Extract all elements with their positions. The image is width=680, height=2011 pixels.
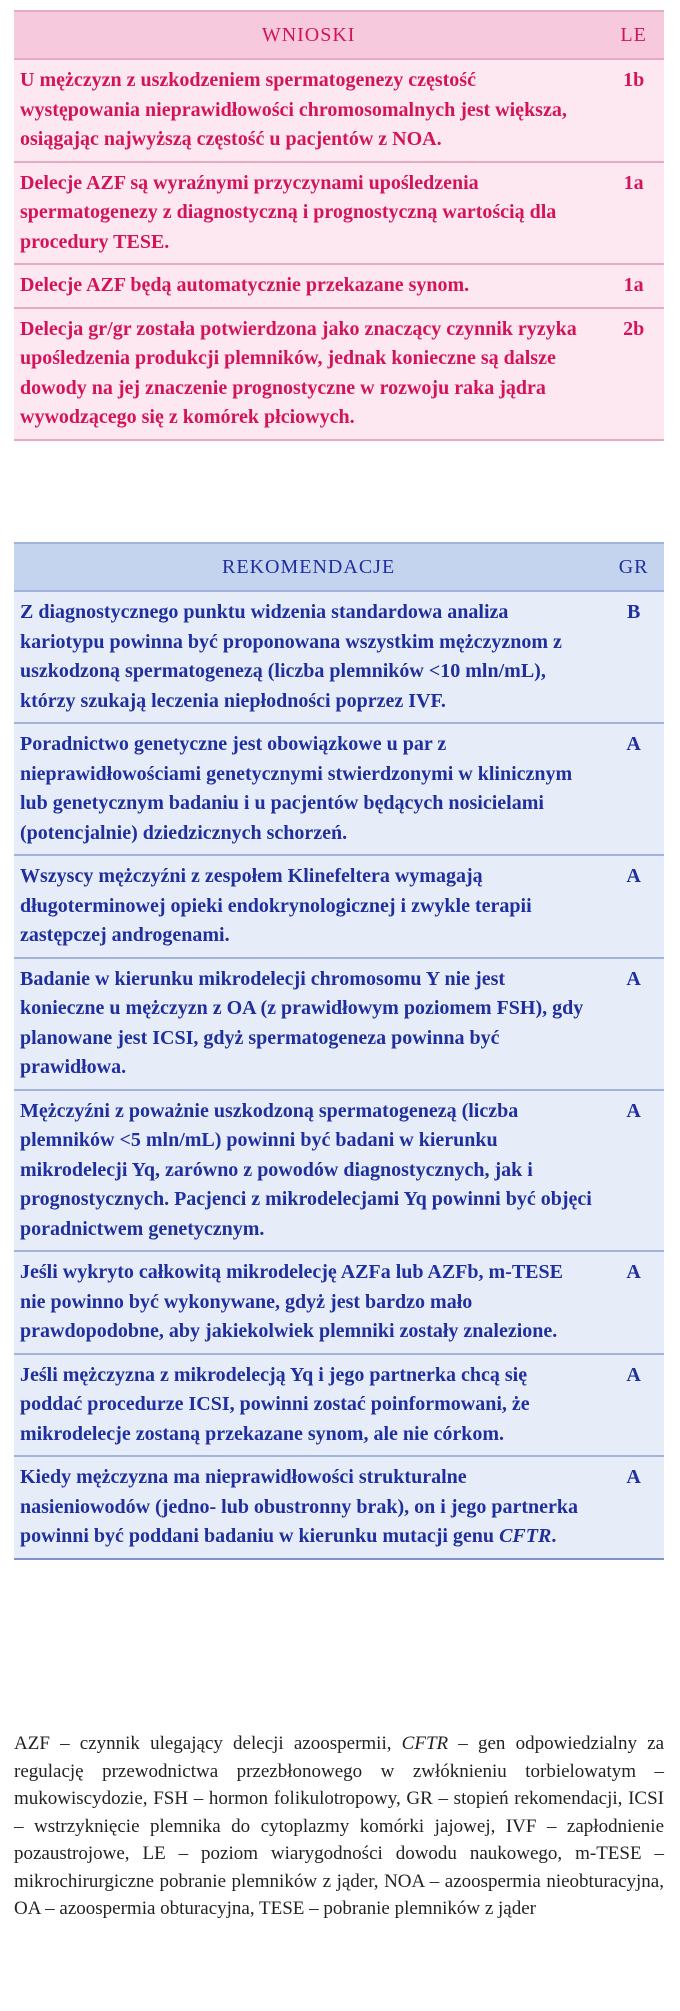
abbreviations-footnote [14, 1730, 664, 1923]
recommendation-grade: A [603, 958, 664, 1090]
recommendations-header [14, 543, 664, 591]
recommendation-row [14, 723, 664, 855]
conclusion-text: Delecje AZF będą automatycznie przekazane synom. [14, 264, 603, 308]
recommendation-row [14, 591, 664, 723]
conclusions-title: WNIOSKI [14, 11, 603, 59]
recommendation-text-part: Kiedy mężczyzna ma nieprawidłowości strukturalne nasieniowodów (jedno- lub obustronny brak), on i jego partnerka powinni być poddani badaniu w kierunku mutacji genu [20, 1466, 579, 1547]
recommendation-text: Jeśli mężczyzna z mikrodelecją Yq i jego partnerka chcą się poddać procedurze ICSI, powinni zostać poinformowani, że mikrodelecje zostaną przekazane synom, ale nie córkom. [14, 1354, 603, 1457]
recommendation-text: Badanie w kierunku mikrodelecji chromosomu Y nie jest konieczne u mężczyzn z OA (z prawidłowym poziomem FSH), gdy planowane jest ICSI, gdyż spermatogeneza powinna być prawidłowa. [14, 958, 603, 1090]
conclusion-row [14, 162, 664, 265]
conclusion-row [14, 308, 664, 440]
conclusions-header [14, 11, 664, 59]
recommendations-table [14, 542, 664, 1560]
recommendation-grade: A [603, 1251, 664, 1354]
recommendation-row [14, 958, 664, 1090]
conclusion-level: 1b [603, 59, 664, 162]
recommendation-text-end: . [551, 1525, 557, 1547]
recommendation-grade: A [603, 1456, 664, 1559]
conclusions-table [14, 10, 664, 441]
conclusion-row [14, 264, 664, 308]
footnote-text-continued: – gen odpowiedzialny za regulację przewodnictwa przezbłonowego w zwłóknieniu torbielowatym – mukowiscydozie, FSH – hormon folikulotropowy, GR – stopień rekomendacji, ICSI – wstrzyknięcie plemnika do cytoplazmy komórki jajowej, IVF – zapłodnienie pozaustrojowe, LE – poziom wiarygodności dowodu naukowego, m-TESE – mikrochirurgiczne pobranie plemników z jąder, NOA – azoospermia nieobturacyjna, OA – azoospermia obturacyjna, TESE – pobranie plemników z jąder [14, 1733, 665, 1919]
conclusion-row [14, 59, 664, 162]
level-of-evidence-header: LE [603, 11, 664, 59]
recommendation-text: Mężczyźni z poważnie uszkodzoną spermatogenezą (liczba plemników <5 mln/mL) powinni być badani w kierunku mikrodelecji Yq, zarówno z powodów diagnostycznych, jak i prognostycznych. Pacjenci z mikrodelecjami Yq powinni być objęci poradnictwem genetycznym. [14, 1090, 603, 1252]
conclusion-level: 1a [603, 264, 664, 308]
recommendation-grade: A [603, 723, 664, 855]
recommendation-grade: B [603, 591, 664, 723]
recommendation-row [14, 1251, 664, 1354]
recommendation-text: Jeśli wykryto całkowitą mikrodelecję AZFa lub AZFb, m-TESE nie powinno być wykonywane, gdyż jest bardzo mało prawdopodobne, aby jakiekolwiek plemniki zostały znalezione. [14, 1251, 603, 1354]
recommendation-grade: A [603, 1090, 664, 1252]
footnote-text: AZF – czynnik ulegający delecji azoospermii, [14, 1733, 402, 1754]
recommendation-row [14, 1354, 664, 1457]
recommendation-text [14, 1456, 603, 1559]
recommendations-title: REKOMENDACJE [14, 543, 603, 591]
recommendation-text: Poradnictwo genetyczne jest obowiązkowe u par z nieprawidłowościami genetycznymi stwierdzonymi w klinicznym lub genetycznym badaniu i u pacjentów będących nosicielami (potencjalnie) dziedzicznych schorzeń. [14, 723, 603, 855]
gene-name-cftr: CFTR [499, 1525, 552, 1547]
recommendation-grade: A [603, 1354, 664, 1457]
conclusion-level: 1a [603, 162, 664, 265]
conclusion-text: U mężczyzn z uszkodzeniem spermatogenezy częstość występowania nieprawidłowości chromosomalnych jest większa, osiągając najwyższą częstość u pacjentów z NOA. [14, 59, 603, 162]
footnote-cftr: CFTR [401, 1733, 449, 1754]
recommendation-text: Z diagnostycznego punktu widzenia standardowa analiza kariotypu powinna być proponowana wszystkim mężczyznom z uszkodzoną spermatogenezą (liczba plemników <10 mln/mL), którzy szukają leczenia niepłodności poprzez IVF. [14, 591, 603, 723]
conclusion-text: Delecja gr/gr została potwierdzona jako znaczący czynnik ryzyka upośledzenia produkcji plemników, jednak konieczne są dalsze dowody na jej znaczenie prognostyczne w rozwoju raka jądra wywodzącego się z komórek płciowych. [14, 308, 603, 440]
recommendation-row [14, 855, 664, 958]
recommendation-row [14, 1090, 664, 1252]
conclusion-text: Delecje AZF są wyraźnymi przyczynami upośledzenia spermatogenezy z diagnostyczną i prognostyczną wartością dla procedury TESE. [14, 162, 603, 265]
recommendation-row [14, 1456, 664, 1559]
grade-header: GR [603, 543, 664, 591]
recommendation-text: Wszyscy mężczyźni z zespołem Klinefeltera wymagają długoterminowej opieki endokrynologicznej i zwykle terapii zastępczej androgenami. [14, 855, 603, 958]
conclusion-level: 2b [603, 308, 664, 440]
recommendation-grade: A [603, 855, 664, 958]
